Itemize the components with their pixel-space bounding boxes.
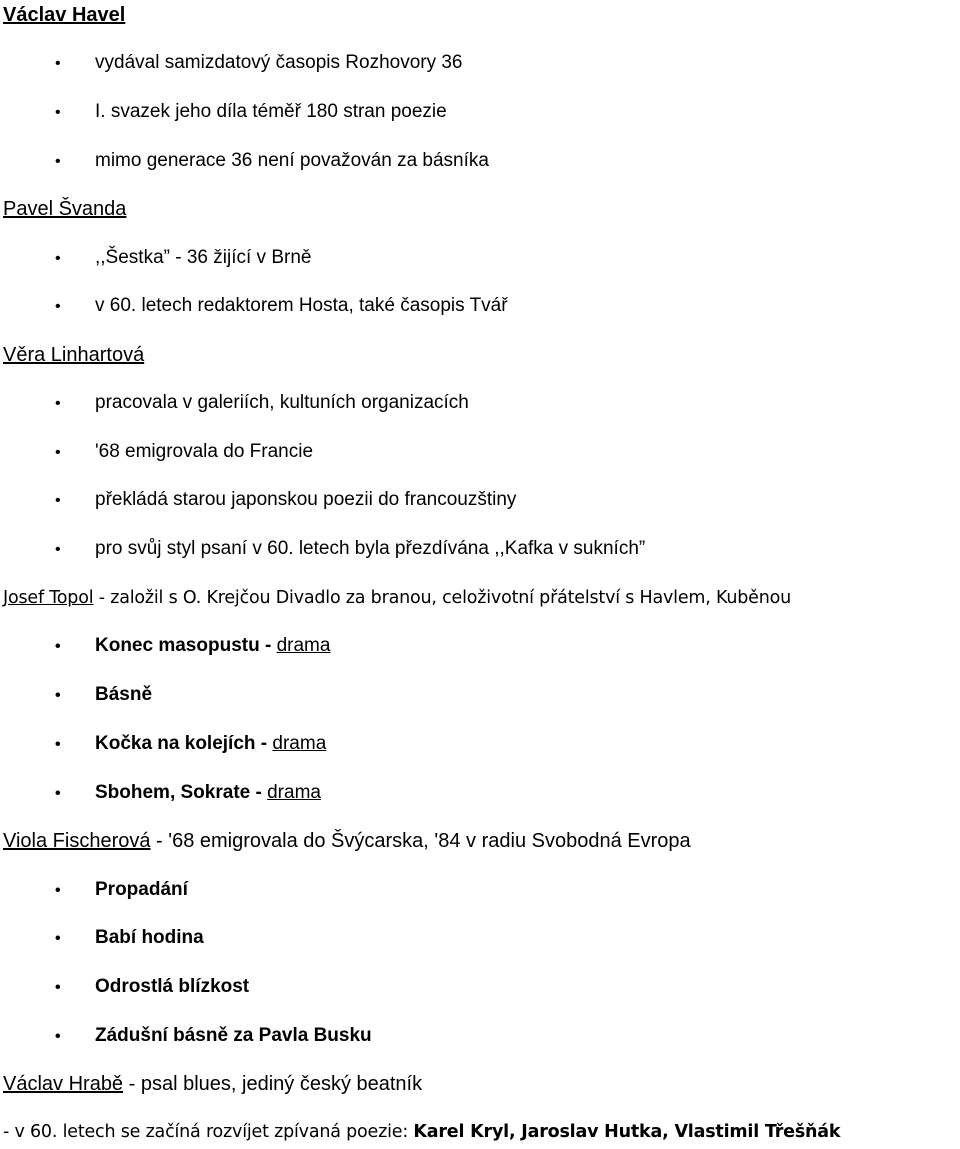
author-heading-linhartova: [3, 340, 144, 370]
author-name[interactable]: Pavel Švanda: [3, 198, 127, 220]
bullet-icon: •: [55, 104, 61, 121]
work-title: Odrostlá blízkost: [95, 976, 250, 997]
separator: -: [259, 635, 277, 656]
work-title: Konec masopustu: [95, 635, 260, 656]
list-item: [55, 875, 188, 905]
bullet-icon: •: [55, 395, 61, 412]
author-heading-hrabe: [3, 1069, 422, 1099]
bullet-icon: •: [55, 638, 61, 655]
list-item: [55, 485, 516, 515]
work-title: Básně: [95, 684, 153, 705]
list-item: [55, 680, 152, 710]
author-name[interactable]: Viola Fischerová: [3, 830, 151, 852]
bullet-icon: •: [55, 250, 61, 267]
list-item: [55, 729, 326, 759]
bullet-icon: •: [55, 785, 61, 802]
list-item-text: mimo generace 36 není považován za básníka: [95, 150, 489, 171]
list-item: [55, 437, 313, 467]
list-item: [55, 291, 508, 321]
author-heading-havel: [3, 0, 125, 30]
list-item-text: v 60. letech redaktorem Hosta, také časopis Tvář: [95, 295, 508, 316]
list-item-text: '68 emigrovala do Francie: [95, 441, 314, 462]
work-title: Sbohem, Sokrate: [95, 782, 251, 803]
list-item: [55, 923, 204, 953]
list-item: [55, 778, 321, 808]
separator: -: [250, 782, 268, 803]
separator: -: [255, 733, 273, 754]
bullet-icon: •: [55, 979, 61, 996]
author-description: - založil s O. Krejčou Divadlo za branou, celoživotní přátelství s Havlem, Kuběnou: [93, 588, 792, 608]
closing-names: Karel Kryl, Jaroslav Hutka, Vlastimil Třešňák: [413, 1122, 841, 1142]
genre-link[interactable]: drama: [276, 635, 331, 656]
list-item: [55, 631, 330, 661]
list-item: [55, 972, 249, 1002]
work-title: Babí hodina: [95, 927, 204, 948]
author-heading-svanda: [3, 194, 126, 224]
work-title: Zádušní básně za Pavla Busku: [95, 1025, 372, 1046]
closing-line: [3, 1117, 840, 1147]
bullet-icon: •: [55, 298, 61, 315]
list-item: [55, 243, 311, 273]
author-name[interactable]: Václav Hrabě: [3, 1073, 124, 1095]
list-item: [55, 146, 489, 176]
genre-link[interactable]: drama: [272, 733, 327, 754]
bullet-icon: •: [55, 882, 61, 899]
list-item-text: ,,Šestka” - 36 žijící v Brně: [95, 247, 312, 268]
work-title: Propadání: [95, 879, 188, 900]
list-item: [55, 388, 469, 418]
list-item-text: pro svůj styl psaní v 60. letech byla přezdívána ,,Kafka v sukních”: [95, 538, 646, 559]
list-item-text: vydával samizdatový časopis Rozhovory 36: [95, 52, 463, 73]
list-item: [55, 48, 463, 78]
bullet-icon: •: [55, 687, 61, 704]
closing-prefix: - v 60. letech se začíná rozvíjet zpívaná poezie:: [3, 1122, 414, 1142]
bullet-icon: •: [55, 55, 61, 72]
list-item-text: I. svazek jeho díla téměř 180 stran poezie: [95, 101, 447, 122]
list-item: [55, 97, 447, 127]
author-heading-fischerova: [3, 826, 691, 856]
genre-link[interactable]: drama: [267, 782, 321, 803]
list-item-text: pracovala v galeriích, kultuních organizacích: [95, 392, 469, 413]
list-item: [55, 1021, 372, 1051]
bullet-icon: •: [55, 541, 61, 558]
bullet-icon: •: [55, 1028, 61, 1045]
bullet-icon: •: [55, 492, 61, 509]
author-description: - psal blues, jediný český beatník: [123, 1073, 423, 1095]
author-heading-topol: [3, 583, 791, 613]
work-title: Kočka na kolejích: [95, 733, 256, 754]
author-description: - '68 emigrovala do Švýcarska, '84 v radiu Svobodná Evropa: [150, 830, 691, 852]
author-name: Václav Havel: [3, 4, 126, 26]
author-name[interactable]: Věra Linhartová: [3, 344, 145, 366]
list-item-text: překládá starou japonskou poezii do francouzštiny: [95, 489, 517, 510]
list-item: [55, 534, 645, 564]
bullet-icon: •: [55, 153, 61, 170]
bullet-icon: •: [55, 736, 61, 753]
author-name[interactable]: Josef Topol: [3, 588, 94, 608]
bullet-icon: •: [55, 444, 61, 461]
bullet-icon: •: [55, 930, 61, 947]
